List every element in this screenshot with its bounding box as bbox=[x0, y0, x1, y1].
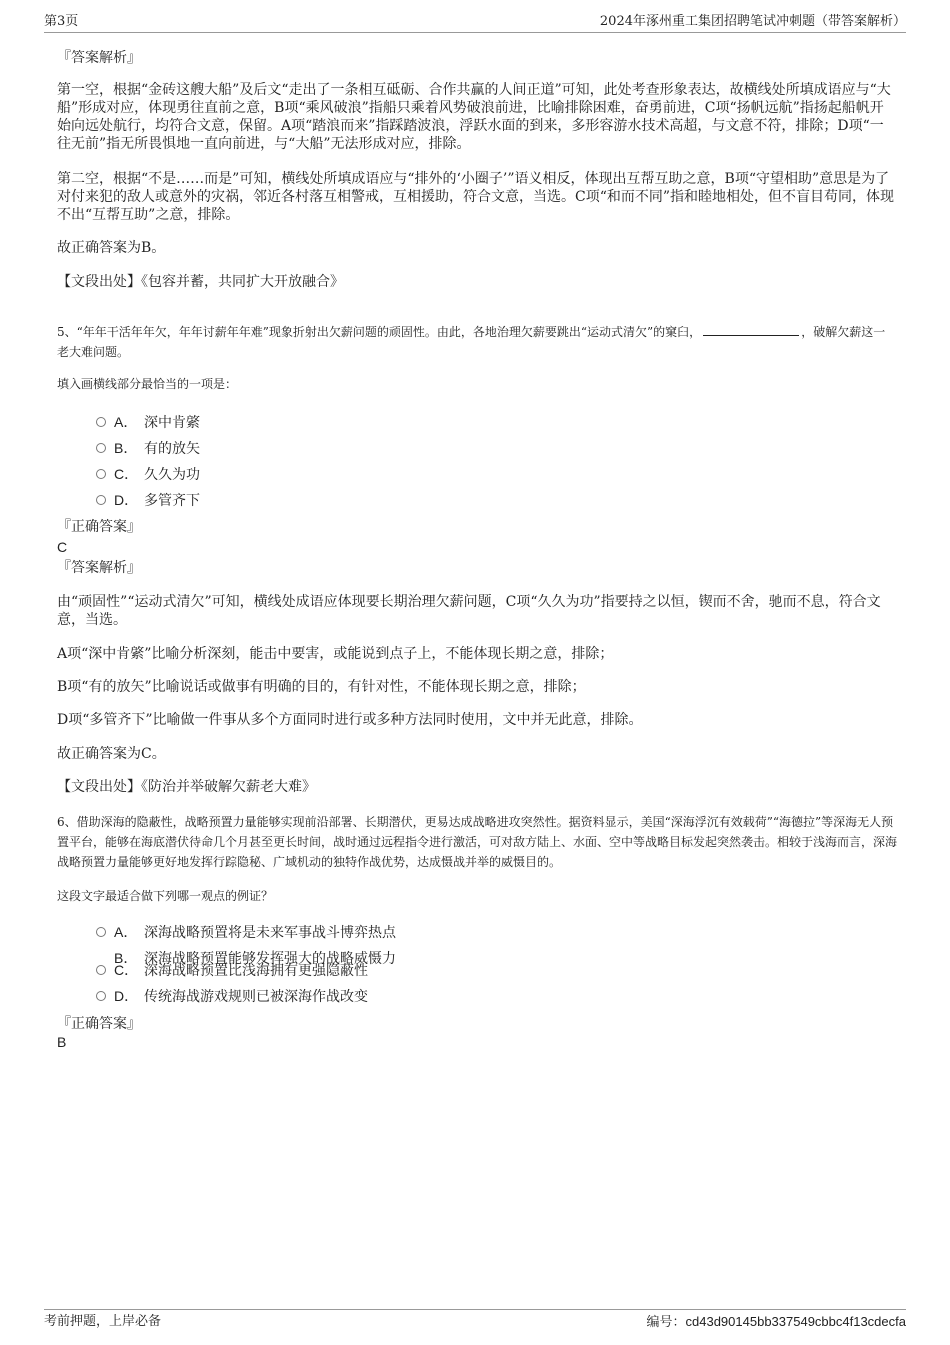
radio-icon[interactable] bbox=[96, 495, 106, 505]
page-header bbox=[44, 12, 906, 33]
q5-source: 【文段出处】《防治并举破解欠薪老大难》 bbox=[57, 779, 316, 795]
q6-option-c[interactable]: C． 深海战略预置比浅海拥有更强隐蔽性 bbox=[96, 961, 368, 980]
footer-slogan: 考前押题，上岸必备 bbox=[44, 1314, 162, 1329]
q5-analysis-label: 『答案解析』 bbox=[57, 560, 141, 576]
radio-icon[interactable] bbox=[96, 417, 106, 427]
radio-icon[interactable] bbox=[96, 927, 106, 937]
q6-answer-label: 『正确答案』 bbox=[57, 1016, 141, 1032]
q4-conclusion: 故正确答案为B。 bbox=[57, 240, 166, 256]
q6-prompt: 这段文字最适合做下列哪一观点的例证？ bbox=[57, 889, 274, 903]
q6-stem: 6、借助深海的隐蔽性，战略预置力量能够实现前沿部署、长期潜伏，更易达成战略进攻突然性。据资料显示，美国“深海浮沉有效载荷”“海德拉”等深海无人预置平台，能够在海底潜伏待命几个月甚至更长时间，战时通过远程指令进行激活，可对敌方陆上、水面、空中等战略目标发起突然袭击。相较于浅海而言，深海战略预置力量能够更好地发挥行踪隐秘、广域机动的独特作战优势，达成慑战并举的威慑目的。 bbox=[57, 815, 898, 869]
q5-conclusion: 故正确答案为C。 bbox=[57, 746, 166, 762]
q5-option-a[interactable]: A． 深中肯綮 bbox=[96, 413, 200, 432]
q5-analysis-paragraph-3: B项“有的放矢”比喻说话或做事有明确的目的，有针对性，不能体现长期之意，排除； bbox=[57, 679, 586, 695]
radio-icon[interactable] bbox=[96, 443, 106, 453]
q5-option-d[interactable]: D． 多管齐下 bbox=[96, 491, 200, 510]
q5-stem bbox=[57, 322, 897, 362]
document-title: 2024年涿州重工集团招聘笔试冲刺题（带答案解析） bbox=[599, 14, 906, 29]
q5-stem-after: ，破解欠薪这一老大难问题。 bbox=[57, 325, 886, 359]
page-number: 第3页 bbox=[44, 14, 79, 29]
q5-option-b[interactable]: B． 有的放矢 bbox=[96, 439, 200, 458]
q5-analysis-paragraph-4: D项“多管齐下”比喻做一件事从多个方面同时进行或多种方法同时使用，文中并无此意，排除。 bbox=[57, 712, 643, 728]
q6-option-b[interactable]: B． 深海战略预置能够发挥强大的战略威慑力 bbox=[114, 950, 396, 967]
radio-icon[interactable] bbox=[96, 469, 106, 479]
q5-analysis-paragraph-1: 由“顽固性”“运动式清欠”可知，横线处成语应体现要长期治理欠薪问题，C项“久久为功”指要持之以恒，锲而不舍，驰而不息，符合文意，当选。 bbox=[57, 594, 881, 628]
q5-answer: C bbox=[57, 539, 68, 555]
page-footer bbox=[44, 1309, 906, 1332]
q5-answer-label: 『正确答案』 bbox=[57, 519, 141, 535]
q6-option-a[interactable]: A． 深海战略预置将是未来军事战斗博弈热点 bbox=[96, 923, 396, 942]
q5-prompt: 填入画横线部分最恰当的一项是： bbox=[57, 377, 238, 391]
q6-answer: B bbox=[57, 1034, 67, 1050]
footer-code: 编号：cd43d90145bb337549cbbc4f13cdecfa bbox=[646, 1314, 906, 1329]
q4-analysis-label: 『答案解析』 bbox=[57, 50, 141, 66]
q5-analysis-paragraph-2: A项“深中肯綮”比喻分析深刻，能击中要害，或能说到点子上，不能体现长期之意，排除； bbox=[57, 646, 614, 662]
q5-blank bbox=[703, 323, 799, 336]
radio-icon[interactable] bbox=[96, 991, 106, 1001]
q5-stem-before: 5、“年年干活年年欠，年年讨薪年年难”现象折射出欠薪问题的顽固性。由此，各地治理欠薪要跳出“运动式清欠”的窠臼， bbox=[57, 325, 702, 339]
q6-option-d[interactable]: D． 传统海战游戏规则已被深海作战改变 bbox=[96, 987, 368, 1006]
q4-source: 【文段出处】《包容并蓄，共同扩大开放融合》 bbox=[57, 274, 344, 290]
radio-icon[interactable] bbox=[96, 965, 106, 975]
q4-analysis-paragraph-2: 第二空，根据“不是……而是”可知，横线处所填成语应与“排外的‘小圈子’”语义相反，体现出互帮互助之意，B项“守望相助”意思是为了对付来犯的敌人或意外的灾祸，邻近各村落互相警戒，互相援助，符合文意，当选。C项“和而不同”指和睦地相处，但不盲目苟同，体现不出“互帮互助”之意，排除。 bbox=[57, 171, 895, 223]
q4-analysis-paragraph-1: 第一空，根据“金砖这艘大船”及后文“走出了一条相互砥砺、合作共赢的人间正道”可知，此处考查形象表达，故横线处所填成语应与“大船”形成对应，体现勇往直前之意，B项“乘风破浪”指船只乘着风势破浪前进，比喻排除困难，奋勇前进，C项“扬帆远航”指扬起船帆开始向远处航行，均符合文意，保留。A项“踏浪而来”指踩踏波浪，浮跃水面的到来，多形容游水技术高超，与文意不符，排除；D项“一往无前”指无所畏惧地一直向前进，与“大船”无法形成对应，排除。 bbox=[57, 82, 891, 152]
q5-option-c[interactable]: C． 久久为功 bbox=[96, 465, 200, 484]
